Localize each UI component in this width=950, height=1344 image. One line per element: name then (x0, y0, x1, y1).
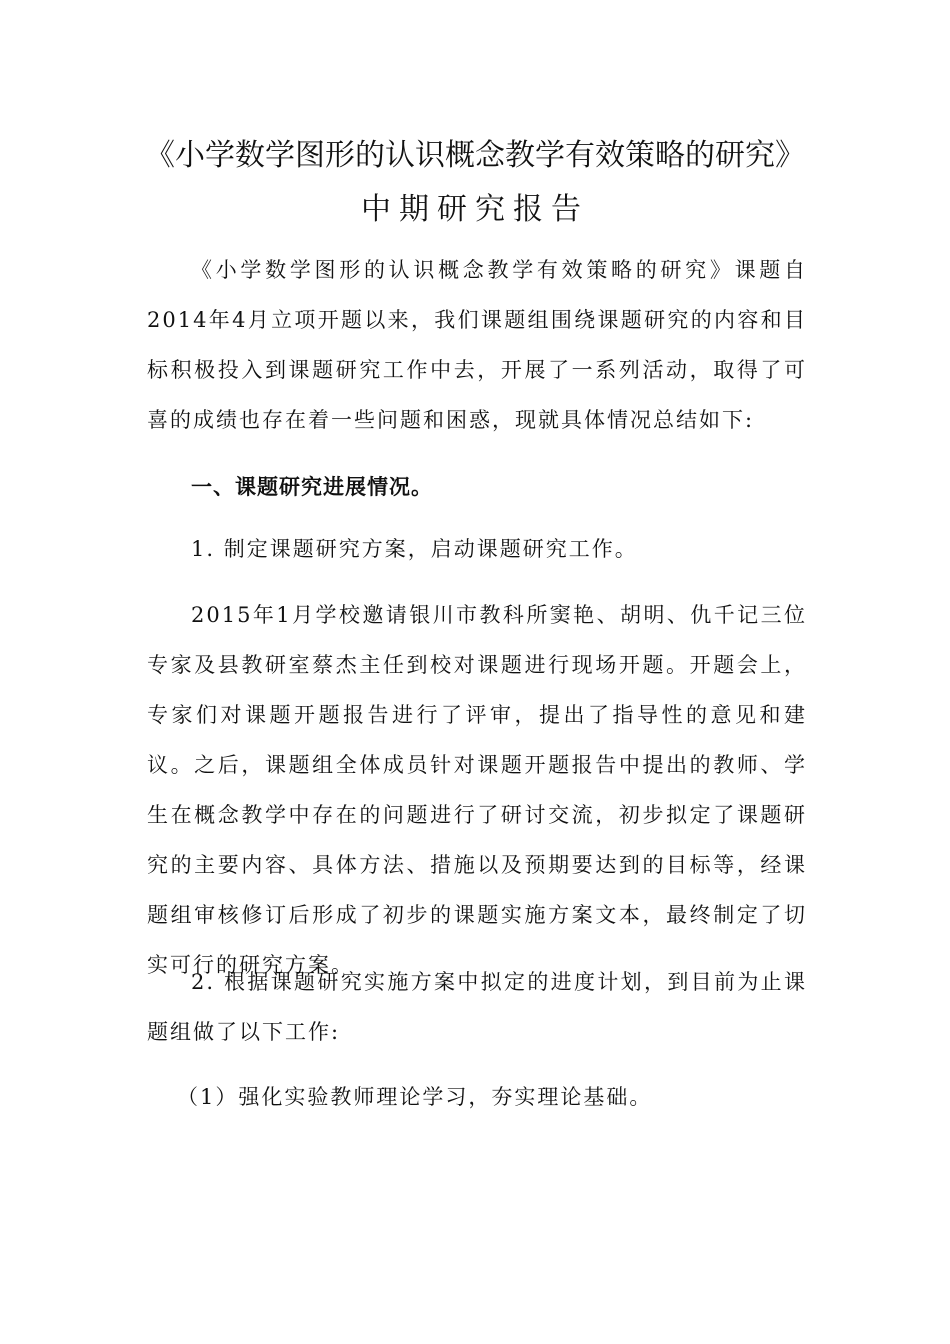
section1-heading: 一、课题研究进展情况。 (191, 474, 433, 499)
item2-paragraph: 2. 根据课题研究实施方案中拟定的进度计划，到目前为止课题组做了以下工作: (147, 970, 807, 1044)
item1-title: 1. 制定课题研究方案，启动课题研究工作。 (191, 537, 638, 561)
document-title: 《小学数学图形的认识概念教学有效策略的研究》 (145, 138, 805, 173)
subitem1-title: （1）强化实验教师理论学习，夯实理论基础。 (177, 1085, 653, 1109)
document-subtitle: 中期研究报告 (361, 192, 589, 227)
item1-paragraph: 2015年1月学校邀请银川市教科所窦艳、胡明、仇千记三位专家及县教研室蔡杰主任到校对课题进行现场开题。开题会上，专家们对课题开题报告进行了评审，提出了指导性的意见和建议。之后，课题组全体成员针对课题开题报告中提出的教师、学生在概念教学中存在的问题进行了研讨交流，初步拟定了课题研究的主要内容、具体方法、措施以及预期要达到的目标等，经课题组审核修订后形成了初步的课题实施方案文本，最终制定了切实可行的研究方案。 (147, 603, 807, 977)
intro-paragraph: 《小学数学图形的认识概念教学有效策略的研究》课题自2014年4月立项开题以来，我们课题组围绕课题研究的内容和目标积极投入到课题研究工作中去，开展了一系列活动，取得了可喜的成绩也存在着一些问题和困惑，现就具体情况总结如下: (147, 258, 807, 432)
